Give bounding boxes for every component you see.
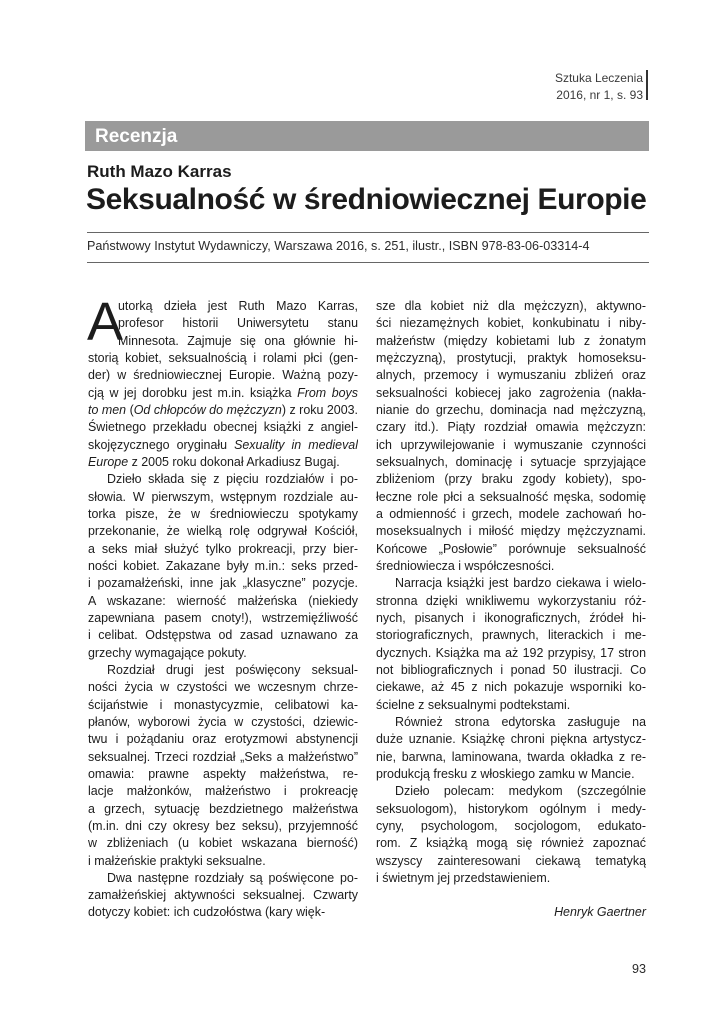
text-line: słowia. W pierwszym, wstępnym rozdziale au-	[88, 489, 358, 504]
text-line: profesor historii Uniwersytetu stanu	[118, 316, 358, 331]
text-line: nianie do grzechu, dominacja nad mężczyzną,	[376, 402, 646, 417]
review-signature: Henryk Gaertner	[554, 905, 646, 919]
text-line: i pozamałżeński, inne jak „klasyczne” pozycje.	[88, 576, 358, 591]
text-line: seksualności kobiecej jako zagrożenia (nakła-	[376, 385, 646, 400]
text-line: ności życia w czystości we wczesnym chrze-	[88, 680, 358, 695]
text-line: torka pisze, że w średniowieczu spotykamy	[88, 506, 358, 521]
text-line: seksualnych, dominację i sytuacje sprzyjające	[376, 454, 646, 469]
text-line: ścielne z seksualnymi podtekstami.	[376, 697, 571, 712]
text-line: zbliżeniom (przy braku zgody kobiety), spo-	[376, 472, 646, 487]
text-line: i świetnym jej przedstawieniem.	[376, 870, 551, 885]
text-line: i celibat. Odstępstwa od zasad uznawano za	[88, 628, 358, 643]
text-line: Narracja książki jest bardzo ciekawa i wielo-	[395, 576, 646, 591]
text-line: der) w średniowiecznej Europie. Ważną pozy-	[88, 368, 358, 383]
text-line: wszyscy zainteresowani ciekawą tematyką	[376, 853, 646, 868]
text-line: a seks miał służyć tylko prokreacji, przy bier-	[88, 541, 358, 556]
text-line: ności kobiet. Zakazane były m.in.: seks przed-	[88, 558, 358, 573]
text-line: i małżeńskie praktyki seksualne.	[88, 853, 266, 868]
text-line: lacje małżonków, małżeństwo i prokreację	[88, 784, 358, 799]
text-line: mężczyzną), prostytucji, praktyk homoseksu-	[376, 350, 646, 365]
text-line: twu i pożądaniu oraz erotyzmowi abstynencji	[88, 732, 358, 747]
text-line: ści niezamężnych kobiet, konkubinatu i niby-	[376, 316, 646, 331]
text-line: ścijaństwie i monastycyzmie, celibatowi ka-	[88, 697, 358, 712]
page-number: 93	[631, 962, 646, 976]
section-banner: Recenzja	[85, 121, 649, 151]
journal-name: Sztuka Leczenia	[554, 71, 643, 85]
text-line: alnych, przemocy i wymuszaniu zbliżeń oraz	[376, 368, 646, 383]
text-line: moseksualnych i miłość między mężczyznami.	[376, 524, 646, 539]
book-title: Seksualność w średniowiecznej Europie	[86, 183, 647, 216]
text-line: not bibliograficznych i ponad 50 ilustracji. Co	[376, 662, 646, 677]
text-line: Dzieło składa się z pięciu rozdziałów i po-	[107, 472, 358, 487]
text-line: dotyczy kobiet: ich cudzołóstwa (kary więk-	[88, 905, 326, 920]
text-line: seksuologom), historykom ogólnym i medy-	[376, 801, 646, 816]
text-line: w zbliżeniach (u kobiet wskazana bierność)	[88, 836, 358, 851]
text-line: Minnesota. Zajmuje się ona głównie hi-	[118, 333, 358, 348]
text-line: nych, pisanych i ikonograficznych, źródeł hi-	[376, 610, 646, 625]
text-line: Świetnego przekładu obecnej książki z angiel-	[88, 420, 358, 435]
text-line: (m.in. dni czy okresy bez seksu), przyjemność	[88, 818, 358, 833]
text-line: storiograficznych, prawnych, literackich i me-	[376, 628, 646, 643]
text-line: to men (Od chłopców do mężczyzn) z roku 2003.	[88, 402, 358, 417]
text-line: dycznych. Książka ma aż 192 przypisy, 17 stron	[376, 645, 646, 660]
text-line: średniowiecza i współczesności.	[376, 558, 555, 573]
text-line: grzechy wymagające pokuty.	[88, 645, 247, 660]
text-line: nie, barwna, laminowana, twarda okładka z re-	[376, 749, 646, 764]
text-line: utorką dzieła jest Ruth Mazo Karras,	[118, 299, 358, 313]
text-line: A wskazane: wierność małżeńska (niekiedy	[88, 593, 358, 608]
text-line: małżeństw (między kobietami lub z żonatym	[376, 333, 646, 348]
text-line: Również strona edytorska zasługuje na	[395, 714, 646, 729]
text-line: czary itd.). Piąty rozdział omawia mężczyzn:	[376, 420, 646, 435]
text-line: płanów, wyborowi życia w czystości, dziewic-	[88, 714, 358, 729]
text-line: łeczne role płci a seksualność męska, sodomię	[376, 489, 646, 504]
text-line: rom. Z książką mogą się również zapoznać	[376, 836, 646, 851]
left-column	[87, 292, 358, 922]
text-line: cją w jej dorobku jest m.in. książka From boys	[88, 385, 358, 400]
text-line: skojęzycznego oryginału Sexuality in medieval	[88, 437, 358, 452]
text-line: zamałżeńskiej aktywności seksualnej. Czwarty	[88, 888, 358, 903]
journal-divider	[646, 70, 648, 100]
text-line: storią kobiet, seksualnością i rolami płci (gen-	[88, 350, 358, 365]
text-line: ciekawe, aż 45 z nich pokazuje wsporniki ko-	[376, 680, 646, 695]
text-line: seksualnej. Trzeci rozdział „Seks a małżeństwo”	[88, 749, 358, 764]
text-line: zapewniana pasem cnoty!), wstrzemięźliwość	[88, 610, 358, 625]
text-line: produkcją fresku z włoskiego zamku w Mancie.	[376, 766, 635, 781]
text-line: omawia: prawne aspekty małżeństwa, re-	[88, 766, 358, 781]
text-line: cyny, psychologom, socjologom, edukato-	[376, 818, 646, 833]
text-line: sze dla kobiet niż dla mężczyzn), aktywno-	[376, 299, 646, 313]
text-line: przekonanie, że wielką rolę odgrywał Kościół,	[88, 524, 358, 539]
journal-info	[555, 70, 643, 104]
text-line: ich uprzywilejowanie i wymuszanie czynności	[376, 437, 646, 452]
text-line: duże uznanie. Książkę chroni piękna artystycz-	[376, 732, 646, 747]
text-line: Rozdział drugi jest poświęcony seksual-	[107, 662, 358, 677]
right-column	[376, 298, 646, 919]
book-author: Ruth Mazo Karras	[87, 162, 232, 181]
text-line: Europe z 2005 roku dokonał Arkadiusz Bugaj.	[88, 454, 340, 469]
text-line: Dzieło polecam: medykom (szczególnie	[395, 784, 646, 799]
bottom-rule	[87, 262, 649, 263]
drop-cap: A	[87, 292, 124, 352]
text-line: stronna dzięki wnikliwemu wykorzystaniu róż-	[376, 593, 646, 608]
text-line: Końcowe „Posłowie” porównuje seksualność	[376, 541, 646, 556]
publication-info: Państwowy Instytut Wydawniczy, Warszawa 2016, s. 251, ilustr., ISBN 978-83-06-03314-4	[87, 239, 590, 253]
text-line: a odmienność i grzech, modele zachowań ho-	[376, 506, 646, 521]
text-line: a grzech, sytuację bezdzietnego małżeństwa	[88, 801, 358, 816]
top-rule	[87, 232, 649, 233]
text-line: Dwa następne rozdziały są poświęcone po-	[107, 870, 358, 885]
journal-issue: 2016, nr 1, s. 93	[556, 88, 643, 102]
